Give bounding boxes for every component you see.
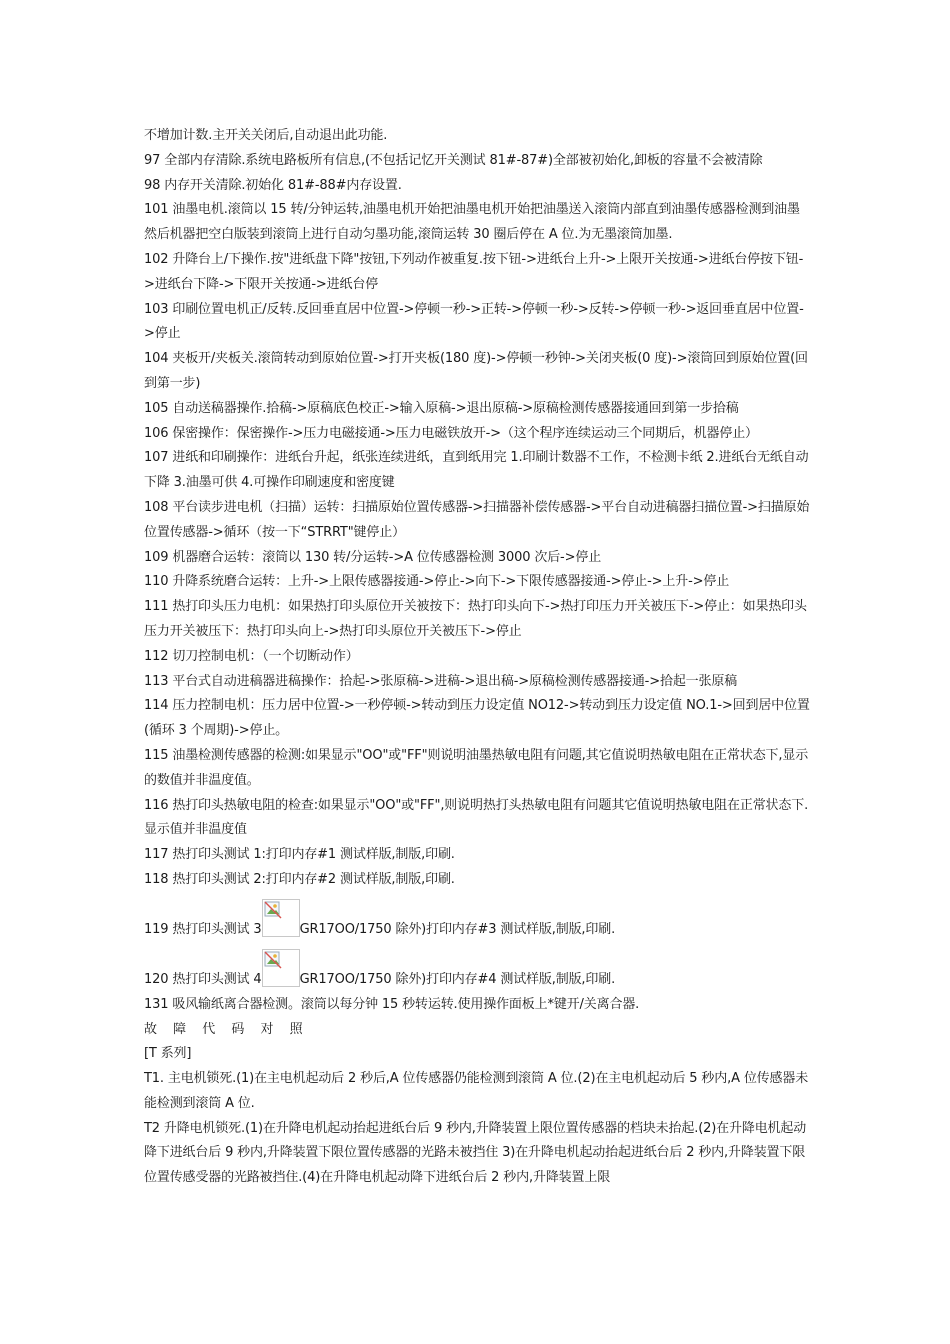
paragraph-t1: T1. 主电机锁死.(1)在主电机起动后 2 秒后,A 位传感器仍能检测到滚筒 A 位.(2)在主电机起动后 5 秒内,A 位传感器未能检测到滚筒 A 位. [144,1071,809,1111]
paragraph-120-text-before: 120 热打印头测试 4 [144,971,262,987]
paragraph-106: 106 保密操作：保密操作->压力电磁接通->压力电磁铁放开->（这个程序连续运动三个同期后，机器停止） [144,425,758,441]
paragraph-131: 131 吸风输纸离合器检测。滚筒以每分钟 15 秒转运转.使用操作面板上*键开/关离合器. [144,996,640,1012]
paragraph-114: 114 压力控制电机：压力居中位置->一秒停顿->转动到压力设定值 NO12->转动到压力设定值 NO.1->回到居中位置(循环 3 个周期)->停止。 [144,698,810,739]
paragraph-116: 116 热打印头热敏电阻的检查:如果显示"OO"或"FF",则说明热打头热敏电阻有问题其它值说明热敏电阻在正常状态下.显示值并非温度值 [144,797,809,838]
paragraph-103: 103 印刷位置电机正/反转.反回垂直居中位置->停顿一秒->正转->停顿一秒->反转->停顿一秒->返回垂直居中位置->停止 [144,301,804,342]
paragraph-102: 102 升降台上/下操作.按"进纸盘下降"按钮,下列动作被重复.按下钮->进纸台上升->上限开关按通->进纸台停按下钮->进纸台下降->下限开关按通->进纸台停 [144,251,804,292]
broken-image-icon [262,899,300,937]
paragraph-97: 97 全部内存清除.系统电路板所有信息,(不包括记忆开关测试 81#-87#)全部被初始化,卸板的容量不会被清除 [144,152,763,168]
paragraph-109: 109 机器磨合运转：滚筒以 130 转/分运转->A 位传感器检测 3000 次后->停止 [144,549,602,565]
broken-image-icon [262,949,300,987]
paragraph-t2: T2 升降电机锁死.(1)在升降电机起动抬起进纸台后 9 秒内,升降装置上限位置传感器的档块未抬起.(2)在升降电机起动降下进纸台后 9 秒内,升降装置下限位置传感器的光路未被挡住 3)在升降电机起动抬起进纸台后 2 秒内,升降装置下限位置传感受器的光路被挡住.(4)在升降电机起动降下进纸台后 2 秒内,升降装置上限 [144,1120,807,1186]
paragraph-108: 108 平台读步进电机（扫描）运转：扫描原始位置传感器->扫描器补偿传感器->平台自动进稿器扫描位置->扫描原始位置传感器->循环（按一下“STRRT"键停止） [144,499,810,540]
section-subheading-t-series: [T 系列] [144,1046,192,1062]
paragraph-118: 118 热打印头测试 2:打印内存#2 测试样版,制版,印刷. [144,871,455,887]
paragraph-111: 111 热打印头压力电机：如果热打印头原位开关被按下：热打印头向下->热打印压力开关被压下->停止：如果热印头压力开关被压下：热打印头向上->热打印头原位开关被压下->停止 [144,599,807,639]
paragraph-119-text-before: 119 热打印头测试 3 [144,921,262,937]
paragraph-120 [144,943,810,993]
paragraph-117: 117 热打印头测试 1:打印内存#1 测试样版,制版,印刷. [144,847,455,863]
paragraph-112: 112 切刀控制电机：（一个切断动作） [144,648,359,664]
paragraph-104: 104 夹板开/夹板关.滚筒转动到原始位置->打开夹板(180 度)->停顿一秒钟->关闭夹板(0 度)->滚筒回到原始位置(回到第一步) [144,351,808,391]
paragraph-counter-note: 不增加计数.主开关关闭后,自动退出此功能. [144,128,388,143]
paragraph-120-text-after: GR17OO/1750 除外)打印内存#4 测试样版,制版,印刷. [299,971,616,987]
paragraph-115: 115 油墨检测传感器的检测:如果显示"OO"或"FF"则说明油墨热敏电阻有问题,其它值说明热敏电阻在正常状态下,显示的数值并非温度值。 [144,747,809,788]
section-heading-fault-codes: 故 障 代 码 对 照 [144,1021,309,1037]
paragraph-110: 110 升降系统磨合运转：上升->上限传感器接通->停止->向下->下限传感器接通->停止->上升->停止 [144,574,730,590]
paragraph-113: 113 平台式自动进稿器进稿操作：拾起->张原稿->进稿->退出稿->原稿检测传感器接通->拾起一张原稿 [144,673,738,689]
paragraph-98: 98 内存开关清除.初始化 81#-88#内存设置. [144,177,402,193]
paragraph-101: 101 油墨电机.滚筒以 15 转/分钟运转,油墨电机开始把油墨电机开始把油墨送入滚筒内部直到油墨传感器检测到油墨然后机器把空白版装到滚筒上进行自动匀墨功能,滚筒运转 30 圈后停在 A 位.为无墨滚筒加墨. [144,202,800,243]
document-page [144,124,810,1191]
paragraph-105: 105 自动送稿器操作.拾稿->原稿底色校正->输入原稿->退出原稿->原稿检测传感器接通回到第一步拾稿 [144,400,739,416]
paragraph-107: 107 进纸和印刷操作：进纸台升起，纸张连续进纸，直到纸用完 1.印刷计数器不工作，不检测卡纸 2.进纸台无纸自动下降 3.油墨可供 4.可操作印刷速度和密度键 [144,450,809,491]
paragraph-119 [144,893,810,943]
paragraph-119-text-after: GR17OO/1750 除外)打印内存#3 测试样版,制版,印刷. [299,921,616,937]
